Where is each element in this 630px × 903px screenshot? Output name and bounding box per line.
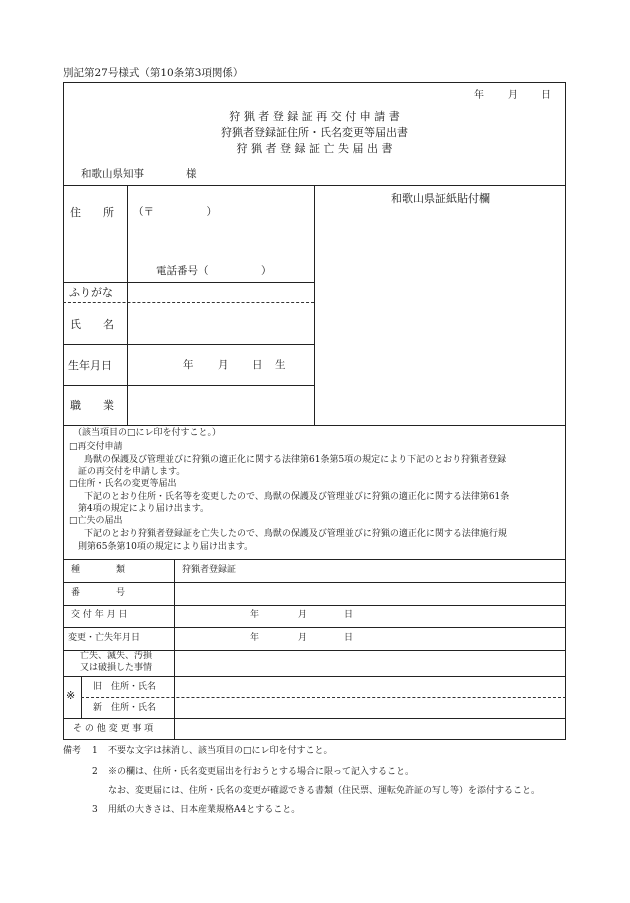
kind-value: 狩猟者登録証 [182, 565, 237, 575]
option-reissue-text-2: 証の再交付を申請します。 [78, 467, 186, 477]
remarks-title: 備考 [63, 746, 82, 756]
form-title-change: 狩猟者登録証住所・氏名変更等届出書 [221, 126, 408, 139]
revenue-stamp-area-label: 和歌山県証紙貼付欄 [391, 192, 490, 205]
issue-month-label: 月 [298, 610, 308, 620]
option-reissue-checkbox[interactable]: □再交付申請 [69, 442, 123, 452]
address-bottom-rule [63, 282, 314, 283]
number-bottom-rule [63, 605, 566, 606]
number-label: 番 号 [71, 588, 126, 598]
new-address-bottom-rule [63, 718, 566, 719]
postal-code-field[interactable]: （〒 ） [133, 206, 217, 218]
remark-2-text: ※の欄は、住所・氏名変更届出を行おうとする場合に限って記入すること。 [108, 767, 415, 777]
date-year-label: 年 [474, 90, 484, 101]
form-code: 別記第27号様式（第10条第3項関係） [63, 67, 244, 79]
form-title-loss: 狩 猟 者 登 録 証 亡 失 届 出 書 [236, 142, 393, 155]
name-bottom-rule [63, 344, 314, 345]
date-day-label: 日 [541, 90, 551, 101]
remark-1-text: 不要な文字は抹消し、該当項目の□にレ印を付すこと。 [108, 746, 333, 756]
old-address-name-label: 旧 住所・氏名 [93, 682, 157, 692]
change-date-label: 変更・亡失年月日 [68, 633, 141, 643]
option-change-text-2: 第4項の規定により届け出ます。 [78, 504, 210, 514]
option-change-checkbox[interactable]: □住所・氏名の変更等届出 [69, 479, 177, 489]
option-loss-text-1: 下記のとおり狩猟者登録証を亡失したので、鳥獣の保護及び管理並びに狩猟の適正化に関する法律施行規 [84, 529, 507, 539]
applicant-label-column-rule [127, 185, 128, 425]
furigana-label: ふりがな [69, 286, 113, 299]
name-label: 氏 名 [70, 318, 114, 331]
phone-number-field[interactable]: 電話番号（ ） [156, 265, 272, 277]
form-title-reissue: 狩 猟 者 登 録 証 再 交 付 申 請 書 [229, 110, 400, 123]
occupation-label: 職 業 [70, 399, 114, 412]
issue-date-label: 交 付 年 月 日 [71, 610, 128, 620]
birth-month-label: 月 [218, 359, 229, 371]
address-label: 住 所 [70, 206, 114, 219]
stamp-column-rule [314, 185, 315, 425]
option-loss-text-2: 則第65条第10項の規定により届け出ます。 [78, 542, 254, 552]
applicant-section-bottom-rule [63, 425, 566, 426]
issue-day-label: 日 [344, 610, 354, 620]
birth-bottom-rule [63, 385, 314, 386]
star-mark: ※ [66, 689, 76, 702]
option-change-text-1: 下記のとおり住所・氏名等を変更したので、鳥獣の保護及び管理並びに狩猟の適正化に関する法律第61条 [84, 492, 510, 502]
birth-day-label: 日 [252, 359, 263, 371]
birth-date-label: 生年月日 [68, 359, 112, 372]
addressee-honorific: 様 [186, 168, 197, 180]
remark-3-number: 3 [92, 805, 98, 815]
remark-1-number: 1 [92, 746, 98, 756]
option-loss-checkbox[interactable]: □亡失の届出 [69, 516, 123, 526]
kind-bottom-rule [63, 582, 566, 583]
birth-year-label: 年 [183, 359, 194, 371]
date-month-label: 月 [508, 90, 518, 101]
old-new-dashed-rule [81, 697, 566, 698]
issue-year-label: 年 [250, 610, 260, 620]
addressee-name: 和歌山県知事 [81, 168, 144, 180]
reason-label-line1: 亡失、滅失、汚損 [80, 651, 153, 661]
option-reissue-text-1: 鳥獣の保護及び管理並びに狩猟の適正化に関する法律第61条第5項の規定により下記のとおり狩猟者登録 [84, 455, 507, 465]
change-day-label: 日 [344, 633, 354, 643]
remark-3-text: 用紙の大きさは、日本産業規格A4とすること。 [108, 805, 301, 815]
remark-2-number: 2 [92, 767, 98, 777]
remark-2-supplement: なお、変更届には、住所・氏名の変更が確認できる書類（住民票、運転免許証の写し等）を添付すること。 [108, 786, 541, 796]
kind-label: 種 類 [71, 565, 126, 575]
reason-label-line2: 又は破損した事情 [80, 663, 153, 673]
change-year-label: 年 [250, 633, 260, 643]
furigana-dashed-rule [63, 302, 314, 303]
issue-date-bottom-rule [63, 627, 566, 628]
details-top-rule [63, 559, 566, 560]
new-address-name-label: 新 住所・氏名 [93, 703, 157, 713]
reason-bottom-rule [63, 676, 566, 677]
options-note: （該当項目の□にレ印を付すこと。） [73, 428, 222, 438]
change-month-label: 月 [298, 633, 308, 643]
birth-suffix-label: 生 [275, 359, 286, 371]
other-changes-label: そ の 他 変 更 事 項 [73, 724, 154, 734]
